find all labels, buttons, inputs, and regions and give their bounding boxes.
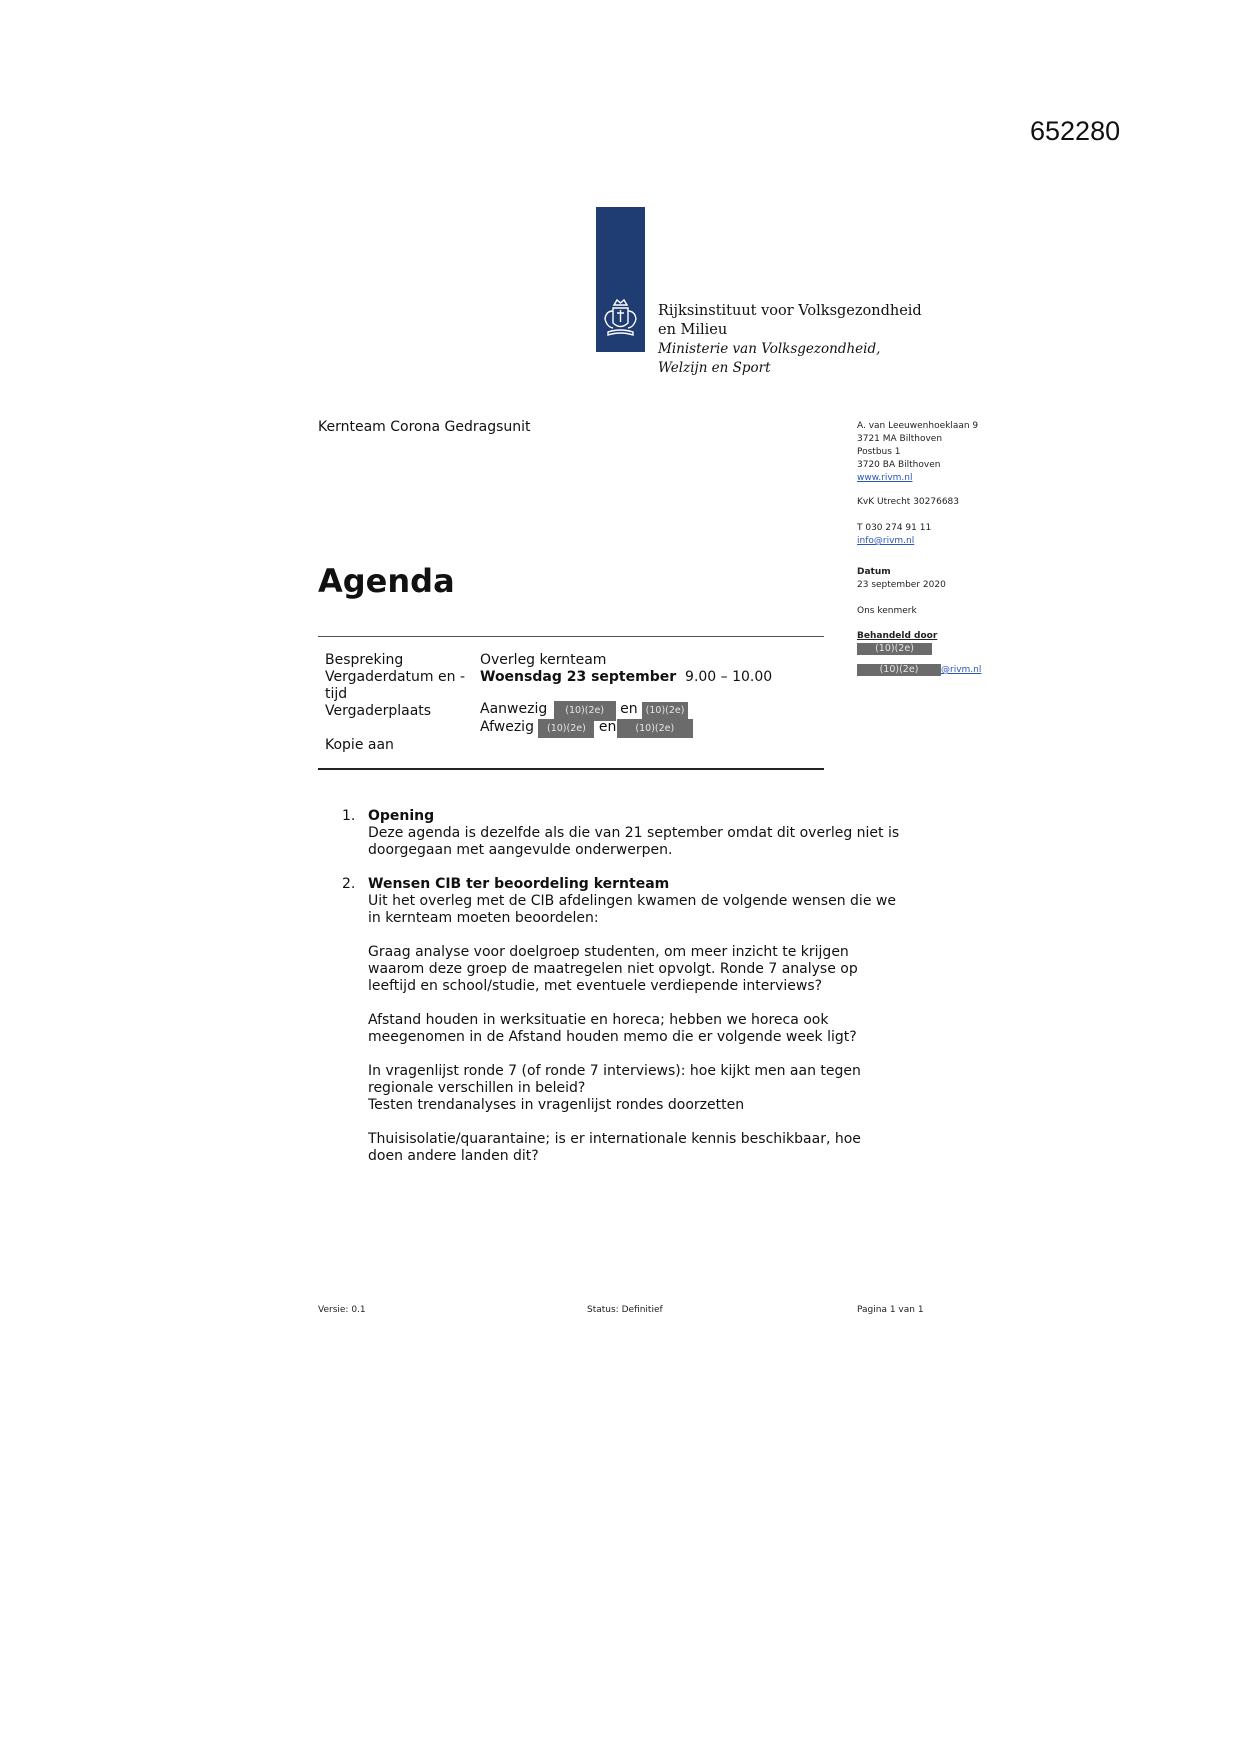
footer-version: Versie: 0.1 [318, 1305, 366, 1315]
logo-line-1: Rijksinstituut voor Volksgezondheid [658, 303, 922, 319]
datum-time: 9.00 – 10.00 [685, 669, 773, 685]
sidebar-address [857, 420, 978, 485]
logo-text [658, 302, 922, 378]
plaats-label: Vergaderplaats [325, 703, 432, 719]
logo-line-4: Welzijn en Sport [658, 360, 771, 376]
behandeld-label: Behandeld door [857, 631, 938, 641]
logo-line-2: en Milieu [658, 322, 728, 338]
item-text: Thuisisolatie/quarantaine; is er internationale kennis beschikbaar, hoe doen andere landen dit? [368, 1131, 861, 1164]
footer-status: Status: Definitief [587, 1305, 663, 1315]
website-link[interactable]: www.rivm.nl [857, 473, 913, 483]
email-link[interactable]: info@rivm.nl [857, 536, 915, 546]
datum-label: Vergaderdatum en - [325, 669, 465, 685]
item-number: 1. [342, 808, 356, 824]
email-suffix[interactable]: @rivm.nl [941, 665, 982, 675]
item-heading: Wensen CIB ter beoordeling kernteam [368, 876, 670, 892]
address-line: 3721 MA Bilthoven [857, 434, 943, 444]
agenda-item [340, 876, 900, 1165]
document-number: 652280 [1030, 116, 1121, 146]
item-text: Graag analyse voor doelgroep studenten, om meer inzicht te krijgen waarom deze groep de maatregelen niet opvolgt. Ronde 7 analyse op leeftijd en school/studie, met eventuele verdiepende interviews? [368, 944, 858, 994]
conjunction: en [620, 701, 638, 717]
afwezig-label: Afwezig [480, 719, 534, 735]
sidebar-email-redacted [857, 664, 981, 677]
datum-value [480, 669, 772, 686]
royal-crest-icon [602, 297, 639, 339]
redaction-box: (10)(2e) [617, 719, 693, 738]
logo-line-3: Ministerie van Volksgezondheid, [658, 341, 881, 357]
sidebar-behandeld [857, 630, 937, 656]
address-line: Postbus 1 [857, 447, 901, 457]
conjunction: en [598, 719, 617, 735]
redaction-box: (10)(2e) [857, 643, 932, 655]
item-heading: Opening [368, 808, 435, 824]
footer-page: Pagina 1 van 1 [857, 1305, 924, 1315]
kenmerk-label: Ons kenmerk [857, 606, 917, 616]
redaction-box: (10)(2e) [554, 701, 616, 721]
item-text: In vragenlijst ronde 7 (of ronde 7 interviews): hoe kijkt men aan tegen regionale verschillen in beleid? [368, 1063, 861, 1096]
item-text: Afstand houden in werksituatie en horeca; hebben we horeca ook meegenomen in de Afstand houden memo die er volgende week ligt? [368, 1012, 857, 1045]
item-number: 2. [342, 876, 356, 892]
item-text: Uit het overleg met de CIB afdelingen kwamen de volgende wensen die we in kernteam moeten beoordelen: [368, 893, 896, 926]
datum-day: Woensdag 23 september [480, 669, 677, 685]
sidebar-contact [857, 522, 931, 548]
datum-value: 23 september 2020 [857, 580, 946, 590]
redaction-box: (10)(2e) [857, 664, 941, 676]
aanwezig-row [480, 701, 688, 721]
item-text: Testen trendanalyses in vragenlijst rondes doorzetten [368, 1097, 745, 1113]
datum-label-cont: tijd [325, 686, 348, 702]
address-line: 3720 BA Bilthoven [857, 460, 941, 470]
redaction-box: (10)(2e) [538, 719, 594, 738]
phone-number: T 030 274 91 11 [857, 523, 932, 533]
agenda-list [340, 808, 900, 1182]
kopie-label: Kopie aan [325, 737, 394, 753]
afwezig-row [480, 719, 693, 738]
redaction-box: (10)(2e) [642, 702, 688, 720]
bespreking-value: Overleg kernteam [480, 652, 607, 668]
divider [318, 768, 824, 770]
bespreking-label: Bespreking [325, 652, 404, 668]
sidebar-datum [857, 566, 946, 592]
kvk-number: KvK Utrecht 30276683 [857, 497, 959, 507]
page-title: Agenda [318, 562, 455, 600]
item-text: Deze agenda is dezelfde als die van 21 september omdat dit overleg niet is doorgegaan met aangevulde onderwerpen. [368, 825, 900, 858]
aanwezig-label: Aanwezig [480, 701, 548, 717]
unit-name: Kernteam Corona Gedragsunit [318, 419, 531, 435]
divider [318, 636, 824, 637]
agenda-item [340, 808, 900, 859]
address-line: A. van Leeuwenhoeklaan 9 [857, 421, 979, 431]
logo-bar [596, 207, 645, 352]
datum-label: Datum [857, 567, 891, 577]
